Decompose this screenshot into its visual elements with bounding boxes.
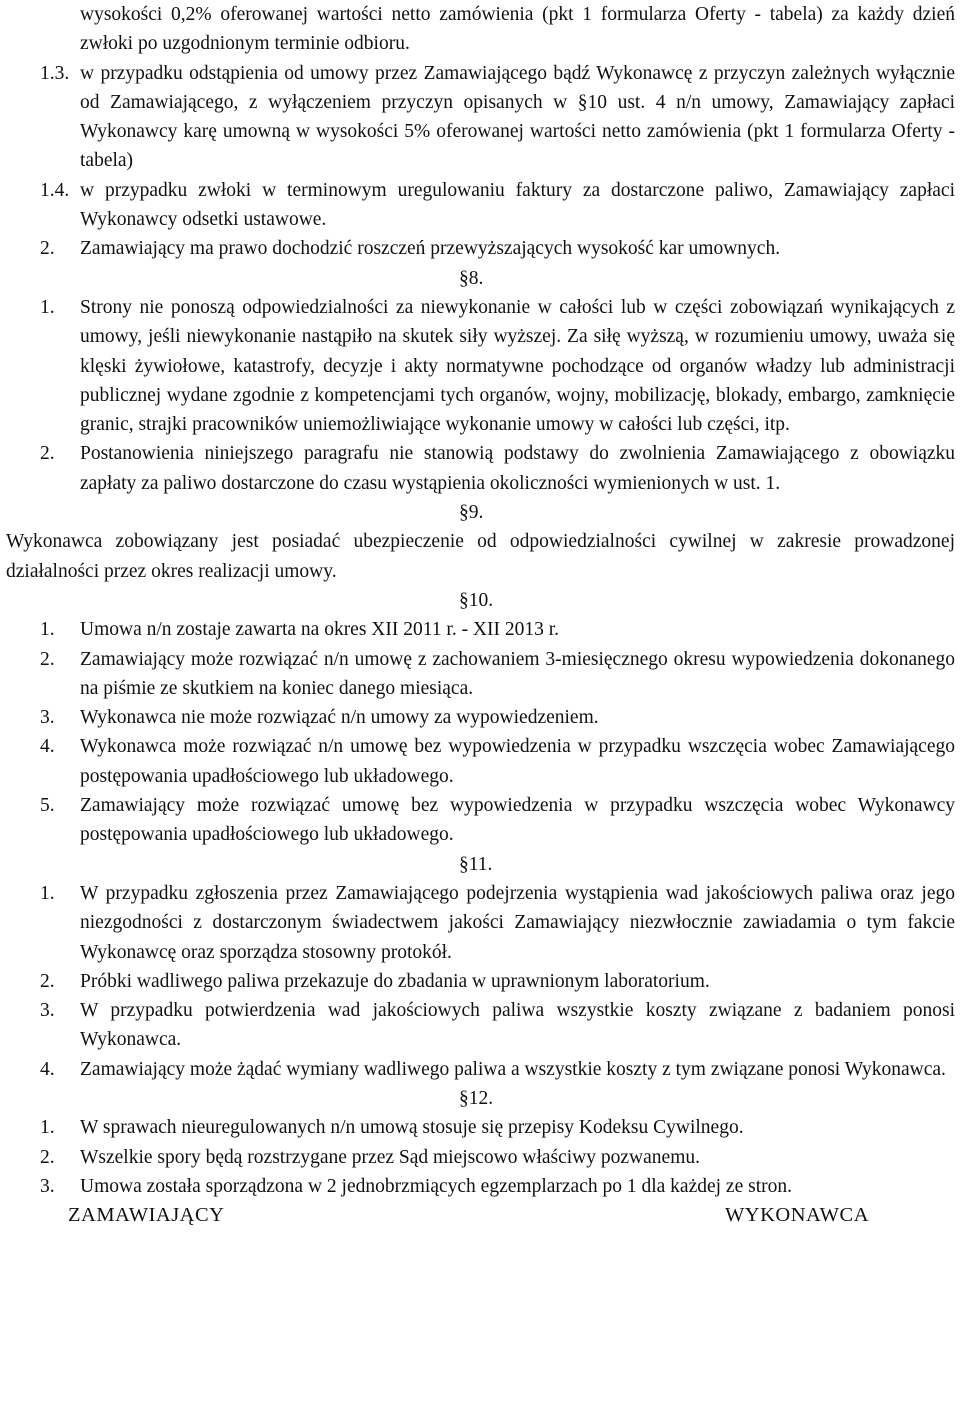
clause-number: 4. — [40, 1058, 55, 1080]
section-heading-10: §10. — [459, 589, 494, 611]
clause-number: 2. — [40, 970, 55, 992]
clause-text: Próbki wadliwego paliwa przekazuje do zbadania w uprawnionym laboratorium. — [80, 970, 710, 992]
clause-number: 3. — [40, 1175, 55, 1197]
clause-text: Strony nie ponoszą odpowiedzialności za niewykonanie w całości lub w części zobowiązań wynikających z umowy, jeśli niewykonanie nastąpiło na skutek siły wyższej. Za siłę wyższą, w rozumieniu umowy, uważa się klęski żywiołowe, katastrofy, decyzje i akty normatywne pochodzące od organów władzy lub administracji publicznej wydane zgodnie z kompetencjami tych organów, wojny, mobilizację, blokady, embargo, zamknięcie granic, strajki pracowników uniemożliwiające wykonanie umowy w całości lub części, itp. — [80, 296, 955, 436]
clause-number: 4. — [40, 736, 55, 758]
section-heading-8: §8. — [459, 267, 484, 289]
clause-11-2 — [6, 967, 955, 996]
clause-11-4 — [6, 1055, 955, 1084]
clause-number: 2. — [40, 1146, 55, 1168]
clause-text: Zamawiający może żądać wymiany wadliwego paliwa a wszystkie koszty z tym związane ponosi Wykonawca. — [80, 1058, 946, 1080]
clause-11-3 — [6, 996, 955, 1055]
clause-text: w przypadku zwłoki w terminowym uregulowaniu faktury za dostarczone paliwo, Zamawiający zapłaci Wykonawcy odsetki ustawowe. — [80, 179, 955, 231]
paragraph-continuation: wysokości 0,2% oferowanej wartości netto zamówienia (pkt 1 formularza Oferty - tabela) za każdy dzień zwłoki po uzgodnionym terminie odbioru. — [80, 4, 955, 55]
clause-number: 1.4. — [40, 179, 70, 201]
clause-number: 5. — [40, 795, 55, 817]
clause-number: 1. — [40, 619, 55, 641]
clause-text: Zamawiający ma prawo dochodzić roszczeń przewyższających wysokość kar umownych. — [80, 238, 781, 260]
clause-number: 2. — [40, 238, 55, 260]
clause-10-3 — [6, 703, 955, 732]
clause-number: 1. — [40, 882, 55, 904]
clause-number: 3. — [40, 1000, 55, 1022]
clause-1-4 — [6, 176, 955, 235]
clause-text: Postanowienia niniejszego paragrafu nie stanowią podstawy do zwolnienia Zamawiającego z obowiązku zapłaty za paliwo dostarczone do czasu wystąpienia okoliczności wymienionych w ust. 1. — [80, 443, 955, 494]
clause-number: 1.3. — [40, 62, 70, 84]
clause-12-1 — [6, 1113, 955, 1142]
clause-text: W przypadku zgłoszenia przez Zamawiającego podejrzenia wystąpienia wad jakościowych paliwa oraz jego niezgodności z dostarczonym świadectwem jakości Zamawiający niezwłocznie zawiadamia o tym fakcie Wykonawcę oraz sporządza stosowny protokół. — [80, 882, 955, 963]
clause-text: Zamawiający może rozwiązać n/n umowę z zachowaniem 3-miesięcznego okresu wypowiedzenia dokonanego na piśmie ze skutkiem na koniec danego miesiąca. — [80, 648, 955, 699]
clause-text: W przypadku potwierdzenia wad jakościowych paliwa wszystkie koszty związane z badaniem ponosi Wykonawca. — [80, 1000, 955, 1051]
clause-text: Zamawiający może rozwiązać umowę bez wypowiedzenia w przypadku wszczęcia wobec Wykonawcy postępowania upadłościowego lub układowego. — [80, 795, 955, 846]
clause-8-2 — [6, 439, 955, 498]
clause-10-5 — [6, 791, 955, 850]
clause-number: 2. — [40, 648, 55, 670]
clause-12-2 — [6, 1143, 955, 1172]
section-heading-9: §9. — [459, 502, 484, 524]
clause-12-3 — [6, 1172, 955, 1201]
clause-text: W sprawach nieuregulowanych n/n umową stosuje się przepisy Kodeksu Cywilnego. — [80, 1117, 744, 1139]
clause-text: w przypadku odstąpienia od umowy przez Zamawiającego bądź Wykonawcę z przyczyn zależnych wyłącznie od Zamawiającego, z wyłączeniem przyczyn opisanych w §10 ust. 4 n/n umowy, Zamawiający zapłaci Wykonawcy karę umowną w wysokości 5% oferowanej wartości netto zamówienia (pkt 1 formularza Oferty - tabela) — [80, 62, 955, 172]
clause-11-1 — [6, 879, 955, 967]
clause-text: Umowa n/n zostaje zawarta na okres XII 2011 r. - XII 2013 r. — [80, 619, 560, 641]
clause-number: 3. — [40, 707, 55, 729]
clause-8-1 — [6, 293, 955, 439]
signature-ordering-party: ZAMAWIAJĄCY — [68, 1204, 225, 1227]
clause-number: 1. — [40, 1117, 55, 1139]
clause-2 — [6, 234, 955, 263]
clause-text: Wszelkie spory będą rozstrzygane przez Sąd miejscowo właściwy pozwanemu. — [80, 1146, 700, 1168]
section-heading-11: §11. — [459, 853, 493, 875]
signature-row — [6, 1201, 955, 1230]
section-9-text: Wykonawca zobowiązany jest posiadać ubezpieczenie od odpowiedzialności cywilnej w zakresie prowadzonej działalności przez okres realizacji umowy. — [6, 531, 955, 582]
clause-text: Umowa została sporządzona w 2 jednobrzmiących egzemplarzach po 1 dla każdej ze stron. — [80, 1175, 792, 1197]
clause-10-4 — [6, 732, 955, 791]
signature-contractor: WYKONAWCA — [724, 1204, 869, 1227]
clause-text: Wykonawca nie może rozwiązać n/n umowy za wypowiedzeniem. — [80, 707, 599, 729]
section-heading-12: §12. — [459, 1087, 494, 1109]
clause-10-1 — [6, 615, 955, 644]
clause-10-2 — [6, 645, 955, 704]
clause-number: 1. — [40, 296, 55, 318]
clause-text: Wykonawca może rozwiązać n/n umowę bez wypowiedzenia w przypadku wszczęcia wobec Zamawiającego postępowania upadłościowego lub układowego. — [80, 736, 955, 787]
clause-1-3 — [6, 59, 955, 176]
clause-number: 2. — [40, 443, 55, 465]
